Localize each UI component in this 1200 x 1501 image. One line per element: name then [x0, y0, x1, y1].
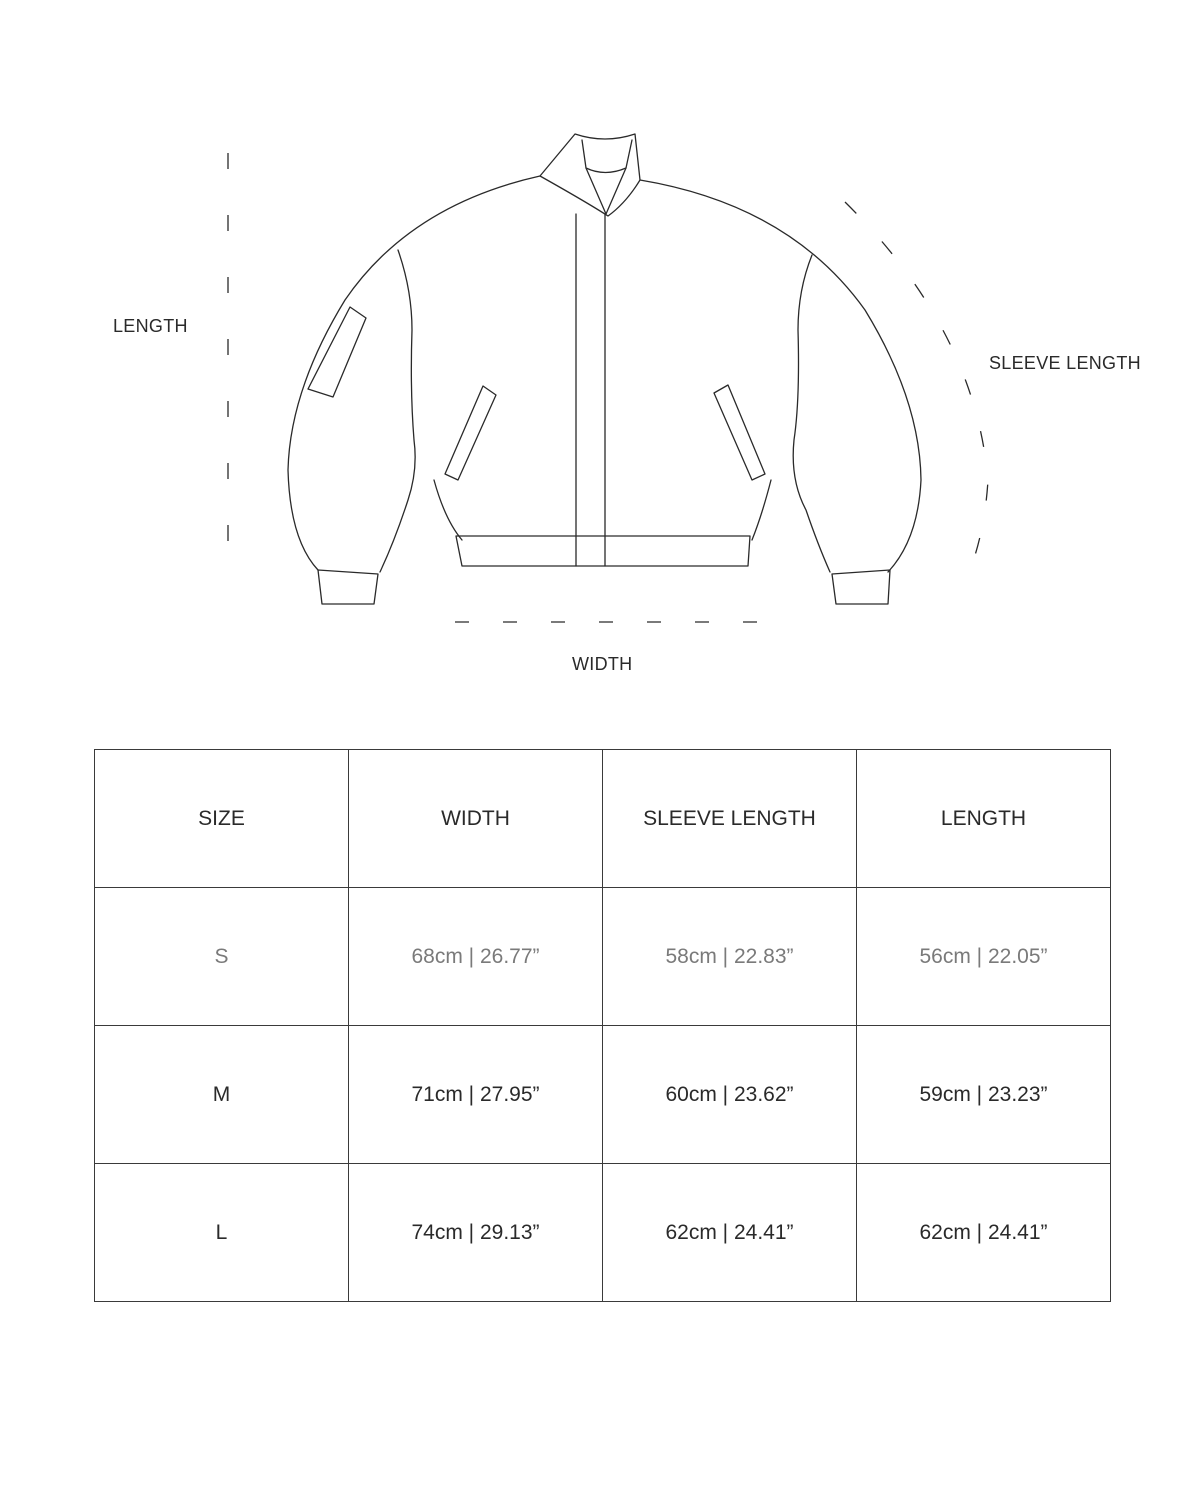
- cell-length: 62cm | 24.41”: [857, 1164, 1111, 1302]
- header-sleeve-length: SLEEVE LENGTH: [603, 750, 857, 888]
- jacket-collar-inner: [582, 140, 632, 173]
- jacket-left-cuff: [318, 570, 378, 604]
- jacket-right-cuff: [832, 570, 890, 604]
- cell-sleeve-length: 60cm | 23.62”: [603, 1026, 857, 1164]
- size-chart-table: [94, 749, 1111, 1302]
- jacket-collar-v: [586, 168, 626, 214]
- table-row: [95, 1026, 1111, 1164]
- jacket-right-armhole: [793, 255, 830, 572]
- cell-sleeve-length: 58cm | 22.83”: [603, 888, 857, 1026]
- cell-sleeve-length: 62cm | 24.41”: [603, 1164, 857, 1302]
- cell-size: L: [95, 1164, 349, 1302]
- jacket-hem: [456, 536, 750, 566]
- length-label: LENGTH: [113, 316, 188, 336]
- cell-width: 71cm | 27.95”: [349, 1026, 603, 1164]
- header-length: LENGTH: [857, 750, 1111, 888]
- width-label: WIDTH: [572, 654, 633, 674]
- cell-length: 56cm | 22.05”: [857, 888, 1111, 1026]
- jacket-left-pocket: [445, 386, 496, 480]
- table-header-row: [95, 750, 1111, 888]
- sleeve-length-label: SLEEVE LENGTH: [989, 353, 1141, 373]
- header-width: WIDTH: [349, 750, 603, 888]
- cell-size: M: [95, 1026, 349, 1164]
- jacket-collar: [540, 134, 640, 216]
- measurement-diagram: [0, 0, 1200, 700]
- jacket-left-side: [434, 480, 462, 540]
- cell-width: 74cm | 29.13”: [349, 1164, 603, 1302]
- cell-length: 59cm | 23.23”: [857, 1026, 1111, 1164]
- jacket-right-pocket: [714, 385, 765, 480]
- jacket-placket: [576, 214, 605, 566]
- header-size: SIZE: [95, 750, 349, 888]
- jacket-right-side: [752, 480, 771, 540]
- table-row: [95, 888, 1111, 1026]
- jacket-flat-sketch-icon: [0, 0, 1200, 700]
- cell-width: 68cm | 26.77”: [349, 888, 603, 1026]
- cell-size: S: [95, 888, 349, 1026]
- jacket-left-armhole: [380, 250, 415, 572]
- table-row: [95, 1164, 1111, 1302]
